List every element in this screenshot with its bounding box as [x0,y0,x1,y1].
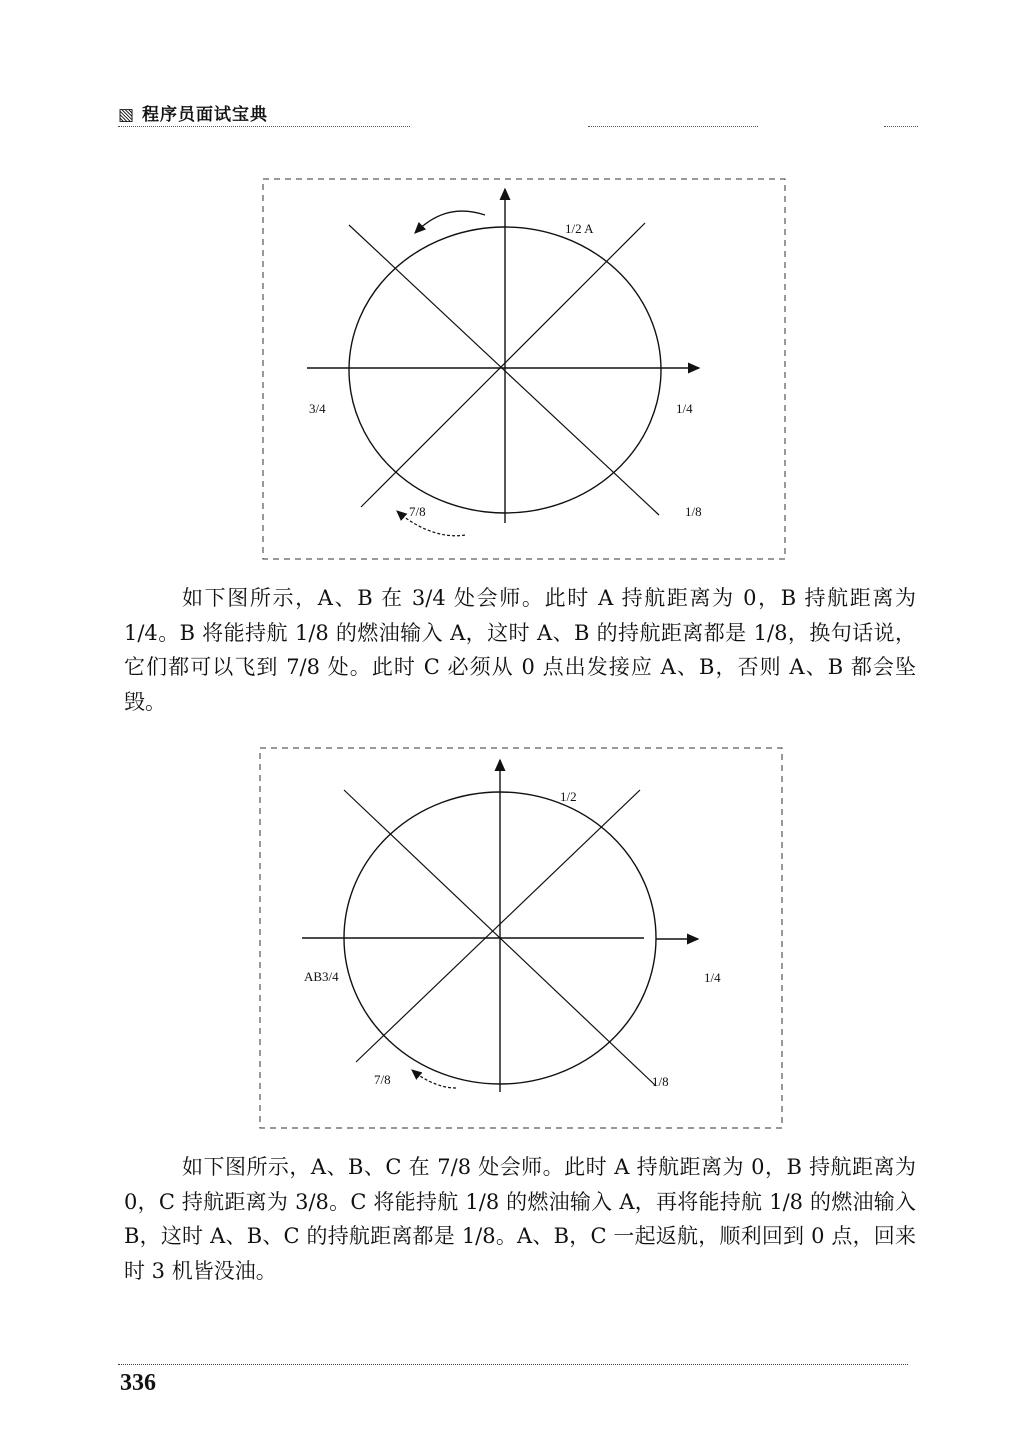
figure-2 [252,742,792,1136]
label-seven-eighths: 7/8 [374,1072,391,1087]
label-one-quarter: 1/4 [704,970,721,985]
figure-frame [263,179,785,559]
figure-1 [255,175,795,567]
header-rule-right [884,126,918,127]
label-one-quarter: 1/4 [676,401,693,416]
paragraph-2-text: 如下图所示，A、B、C 在 7/8 处会师。此时 A 持航距离为 0，B 持航距离为 0，C 持航距离为 3/8。C 将能持航 1/8 的燃油输入 A，再将能持航 1/8 的燃油输入 B，这时 A、B、C 的持航距离都是 1/8。A、B，C 一起返航，顺利回到 0 点，回来时 3 机皆没油。 [124,1155,916,1283]
label-ab-three-quarters: AB3/4 [304,969,339,984]
paragraph-2 [124,1150,916,1288]
paragraph-1-text: 如下图所示，A、B 在 3/4 处会师。此时 A 持航距离为 0，B 持航距离为 1/4。B 将能持航 1/8 的燃油输入 A，这时 A、B 的持航距离都是 1/8，换句话说，它们都可以飞到 7/8 处。此时 C 必须从 0 点出发接应 A、B，否则 A、B 都会坠毁。 [124,586,916,714]
label-half-a: 1/2 A [565,221,594,236]
page-number: 336 [120,1370,156,1396]
book-title [118,100,268,125]
header-rule-middle [588,126,758,127]
label-one-eighth: 1/8 [685,504,702,519]
paragraph-1 [124,581,916,719]
rotation-arrow-bottom-icon [412,1070,456,1088]
diagonal-line-2 [361,223,645,507]
label-three-quarters: 3/4 [309,401,326,416]
book-title-text: 程序员面试宝典 [141,105,268,125]
running-header [118,100,918,130]
diagonal-line-2 [356,790,640,1062]
circle-diagram-2 [252,742,792,1136]
circle-diagram-1 [255,175,795,567]
label-half: 1/2 [560,789,577,804]
label-one-eighth: 1/8 [652,1074,669,1089]
footer-rule [118,1364,908,1365]
label-seven-eighths: 7/8 [409,504,426,519]
rotation-arrow-bottom-icon [397,511,465,536]
book-logo-icon: ▧ [118,105,136,125]
header-rule-left [118,126,410,127]
